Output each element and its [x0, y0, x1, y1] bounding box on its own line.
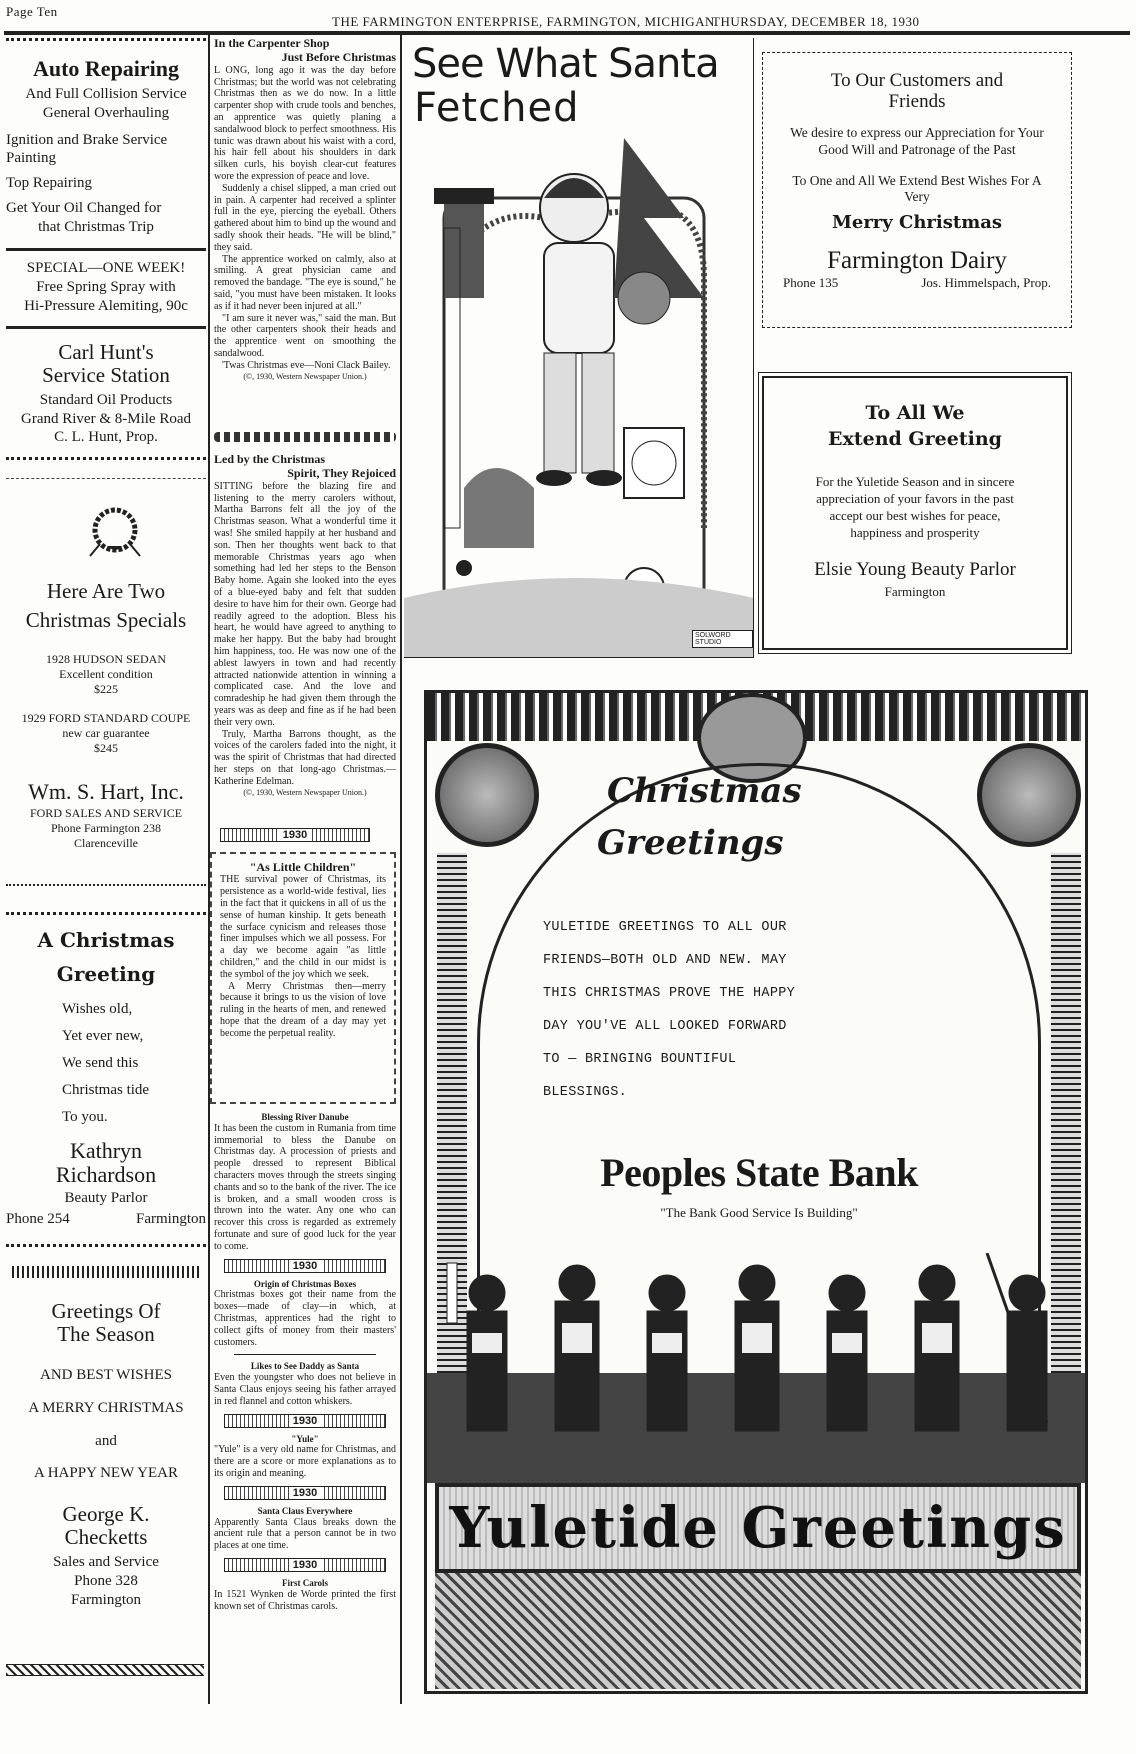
item-heading: Blessing River Danube: [261, 1112, 349, 1122]
special-heading: SPECIAL—ONE WEEK!: [26, 260, 186, 277]
ad-line: AND BEST WISHES: [40, 1367, 172, 1384]
verse-line: Christmas tide: [62, 1082, 150, 1098]
item-heading: First Carols: [281, 1577, 329, 1588]
story-credit: (©, 1930, Western Newspaper Union.): [243, 787, 367, 797]
business-name: Richardson: [55, 1162, 157, 1188]
carolers-procession-illustration: [427, 1253, 1088, 1483]
hart-ad: [6, 580, 206, 851]
ad-line: Ignition and Brake Service: [6, 131, 168, 148]
item-heading: Santa Claus Everywhere: [257, 1505, 353, 1516]
ad-line: Painting: [6, 150, 57, 167]
business-name: Elsie Young Beauty Parlor: [814, 558, 1016, 580]
masthead-rule: [4, 31, 1130, 35]
item-text: It has been the custom in Rumania from time immemorial to bless the Danube on Christmas day. A procession of priests and people dressed to represent Biblical characters moves through the streets singing chants and so to the bank of the river. The ice is broken, and a small wooden cross is thrown into the water. Any one who can recover this cross is regarded as extremely fortunate and sure of good luck for the year to come.: [214, 1122, 396, 1252]
car-condition: Excellent condition: [59, 667, 153, 682]
special-line: Hi-Pressure Alemiting, 90c: [24, 297, 188, 314]
car-name: 1929 FORD STANDARD COUPE: [21, 711, 191, 726]
item-text: "Yule" is a very old name for Christmas, and there are a score or more explanations as to its origin and meaning.: [214, 1444, 396, 1479]
ad-place: Farmington: [71, 1591, 141, 1608]
ad-footer: Grand River & 8-Mile Road: [21, 410, 191, 427]
story-heading: "As Little Children": [249, 860, 357, 874]
ornament-border: [12, 1266, 202, 1278]
item-text: In 1521 Wynken de Worde printed the first known set of Christmas carols.: [214, 1588, 396, 1612]
story-paragraph: THE survival power of Christmas, its persistence as a world-wide festival, lies in the fact that it quickens in all of us the sense of human kinship. It gets beneath the surface cynicism and releases those finer impulses which we all possess. For a day we become again "as little children," and the child in our midst is the symbol of the joy which we seek.: [220, 874, 386, 980]
business-name: Checketts: [64, 1525, 148, 1550]
ad-title: Greetings: [597, 823, 784, 863]
ad-line: And Full Collision Service: [25, 86, 187, 103]
story-paragraph: SITTING before the blazing fire and listening to the merry carolers without, Martha Barrons felt all the joy of the Christmas season. What a wonderful time it was! She smiled happily at her husband and son. Then her thoughts went back to that memorable Christmas years ago when something had led her steps to the Benson Baby home. Again she looked into the eyes of a blue-eyed baby and felt that sudden desire to have him for their own. George had readily agreed to the adoption. Bless his heart, he would have agreed to anything to make her happy. But the baby had brought him happiness, too. He was now one of the ablest lawyers in town and had recently attracted nationwide attention in winning a complicated case. And the love and comradeship he had given them through the years was as deep and fine as if he had been their very own.: [214, 480, 396, 728]
ad-sub: Sales and Service: [53, 1554, 159, 1571]
story-heading: Spirit, They Rejoiced: [287, 466, 396, 481]
santa-ad: [404, 38, 754, 658]
ad-phone: Phone Farmington 238: [51, 821, 161, 836]
ad-phone: Phone 254: [6, 1211, 70, 1228]
studio-credit: SOLWORD STUDIO: [692, 630, 753, 648]
ad-phone: Phone 135: [783, 274, 839, 290]
story-paragraph: Truly, Martha Barrons thought, as the voices of the carolers faded into the night, it was the spirit of Christmas that had directed her steps on that long-ago Christmas.—Katherine Edelman.: [214, 728, 396, 787]
business-name: Farmington Dairy: [827, 247, 1007, 275]
ornament-border: [6, 1664, 204, 1676]
ad-title: Greetings Of: [51, 1299, 161, 1323]
item-text: Christmas boxes got their name from the boxes—made of clay—in which, at Christmas, apprentices had the right to collect gifts of money from their masters' customers.: [214, 1289, 396, 1348]
short-items: [214, 1112, 396, 1612]
business-name: Kathryn: [69, 1138, 143, 1163]
story-paragraph: L ONG, long ago it was the day before Christmas; but the world was not celebrating Christmas then as we do now. In a little carpenter shop with crude tools and benches, an apprentice was quietly planing a sandalwood block to perfect smoothness. His tunic was drawn about his waist with a cord, his hair fell about his shoulders in dark silken curls, his boyish clear-cut features wore the expression of peace and love.: [214, 64, 396, 182]
verse-line: To you.: [62, 1109, 108, 1125]
ad-sub: Beauty Parlor: [64, 1190, 148, 1207]
checketts-ad: [6, 1300, 206, 1610]
ad-line: and: [95, 1432, 117, 1449]
ad-body: We desire to express our Appreciation for Your Good Will and Patronage of the Past: [790, 124, 1044, 157]
auto-repair-ad: [6, 38, 206, 460]
story-paragraph: "I am sure it never was," said the man. But the other carpenters shook their heads and the apprentice went on smoothing the sandalwood.: [214, 312, 396, 359]
masthead-title: THE FARMINGTON ENTERPRISE, FARMINGTON, MICHIGAN: [332, 14, 715, 29]
caroler-medallion: [435, 743, 539, 847]
item-text: Apparently Santa Claus breaks down the ancient rule that a person cannot be in two places at one time.: [214, 1516, 396, 1552]
page-number: Page Ten: [6, 4, 58, 19]
young-ad: [762, 376, 1068, 650]
ad-body: To One and All We Extend Best Wishes For A Very: [792, 172, 1042, 205]
ad-proprietor: Jos. Himmelspach, Prop.: [921, 274, 1051, 290]
ad-title: Friends: [888, 90, 946, 112]
car-condition: new car guarantee: [62, 726, 150, 741]
spirit-story: [214, 452, 396, 797]
column-divider: [400, 34, 402, 1704]
year-banner: 1930: [220, 828, 370, 842]
ornament-border: [214, 432, 396, 442]
ad-place: Clarenceville: [74, 836, 138, 851]
ad-footer: Standard Oil Products: [39, 391, 173, 408]
child-with-toys-illustration: [404, 128, 754, 658]
item-heading: Origin of Christmas Boxes: [253, 1278, 357, 1289]
ad-title: Christmas: [607, 771, 802, 811]
business-name: Service Station: [42, 362, 170, 387]
ad-line: Top Repairing: [6, 175, 93, 192]
ad-title: Christmas Specials: [25, 608, 187, 633]
ad-title: See What Santa: [412, 41, 719, 87]
ad-line: General Overhauling: [42, 104, 170, 121]
candle-medallion: [977, 743, 1081, 847]
car-price: $245: [94, 741, 118, 756]
ad-title: To All We: [865, 402, 965, 424]
item-text: Even the youngster who does not believe in Santa Claus enjoys seeing his father arrayed in red flannel and cotton whiskers.: [214, 1372, 396, 1407]
business-name: Wm. S. Hart, Inc.: [28, 779, 184, 805]
ad-title: The Season: [57, 1322, 155, 1347]
verse-line: Wishes old,: [62, 1001, 133, 1017]
decorative-base: [435, 1573, 1081, 1689]
ad-title: Greeting: [56, 962, 156, 986]
ad-title: A Christmas: [37, 928, 175, 952]
story-heading: In the Carpenter Shop: [214, 36, 330, 50]
business-name: Carl Hunt's: [58, 339, 154, 364]
yuletide-banner: Yuletide Greetings: [435, 1483, 1081, 1573]
ad-place: Farmington: [136, 1211, 206, 1228]
ad-title: Extend Greeting: [828, 428, 1002, 450]
year-banner: 1930: [224, 1414, 386, 1428]
item-heading: "Yule": [291, 1433, 319, 1444]
ad-title: Fetched: [414, 85, 580, 131]
bank-slogan: "The Bank Good Service Is Building": [660, 1205, 858, 1220]
car-name: 1928 HUDSON SEDAN: [45, 652, 166, 667]
bank-ad: [424, 690, 1088, 1694]
year-banner: 1930: [224, 1558, 386, 1572]
ad-title: Auto Repairing: [32, 56, 180, 81]
ad-line: A MERRY CHRISTMAS: [28, 1399, 184, 1416]
verse-line: We send this: [62, 1055, 139, 1071]
story-heading: Just Before Christmas: [281, 50, 396, 65]
year-banner: 1930: [224, 1259, 386, 1273]
ad-body: For the Yuletide Season and in sincere appreciation of your favors in the past accept our best wishes for peace, happiness and prosperity: [815, 474, 1015, 540]
ad-line: that Christmas Trip: [38, 218, 154, 235]
ad-place: Farmington: [884, 584, 946, 600]
story-credit: (©, 1930, Western Newspaper Union.): [243, 371, 367, 381]
story-paragraph: Suddenly a chisel slipped, a man cried out in pain. A carpenter had received a splinter full in the eye, piercing the eyeball. Others gathered about him to bind up the wound and sadly shook their heads. "He will be blind," they said.: [214, 182, 396, 253]
year-banner: 1930: [224, 1486, 386, 1500]
verse-line: Yet ever new,: [62, 1028, 144, 1044]
story-paragraph: 'Twas Christmas eve—Noni Clack Bailey.: [222, 359, 391, 371]
greeting-text: Merry Christmas: [831, 212, 1003, 234]
ad-title: To Our Customers and: [830, 70, 1004, 91]
ad-title: Here Are Two: [46, 579, 166, 603]
business-name: Peoples State Bank: [600, 1150, 918, 1195]
ad-line: A HAPPY NEW YEAR: [33, 1465, 179, 1482]
masthead-date: THURSDAY, DECEMBER 18, 1930: [712, 14, 920, 29]
wreath-icon: [80, 500, 150, 560]
car-price: $225: [94, 682, 118, 697]
business-name: George K.: [62, 1502, 150, 1527]
dairy-ad: [762, 52, 1072, 328]
special-line: Free Spring Spray with: [36, 279, 176, 296]
story-heading: Led by the Christmas: [214, 452, 326, 466]
item-heading: Likes to See Daddy as Santa: [250, 1361, 360, 1372]
ad-line: Get Your Oil Changed for: [6, 199, 162, 216]
ad-footer: C. L. Hunt, Prop.: [54, 429, 158, 446]
story-paragraph: A Merry Christmas then—merry because it brings to us the vision of love ruling in the hearts of men, and renewed hope that the dream of a day may yet become the perpetual reality.: [220, 980, 386, 1039]
ad-phone: Phone 328: [74, 1573, 138, 1590]
ad-sub: FORD SALES AND SERVICE: [29, 806, 183, 821]
richardson-ad: [6, 928, 206, 1229]
carpenter-story: [214, 36, 396, 381]
story-paragraph: The apprentice worked on calmly, also at smiling. A great physician came and removed the bandage. "The eye is sound," he said, "you must have been mistaken. It looks as if it had never been injured at all.": [214, 253, 396, 312]
children-box: [210, 852, 396, 1104]
ad-body: YULETIDE GREETINGS TO ALL OUR FRIENDS—BOTH OLD AND NEW. MAY THIS CHRISTMAS PROVE THE HAPPY DAY YOU'VE ALL LOOKED FORWARD TO — BRINGING BOUNTIFUL BLESSINGS.: [543, 920, 796, 1100]
